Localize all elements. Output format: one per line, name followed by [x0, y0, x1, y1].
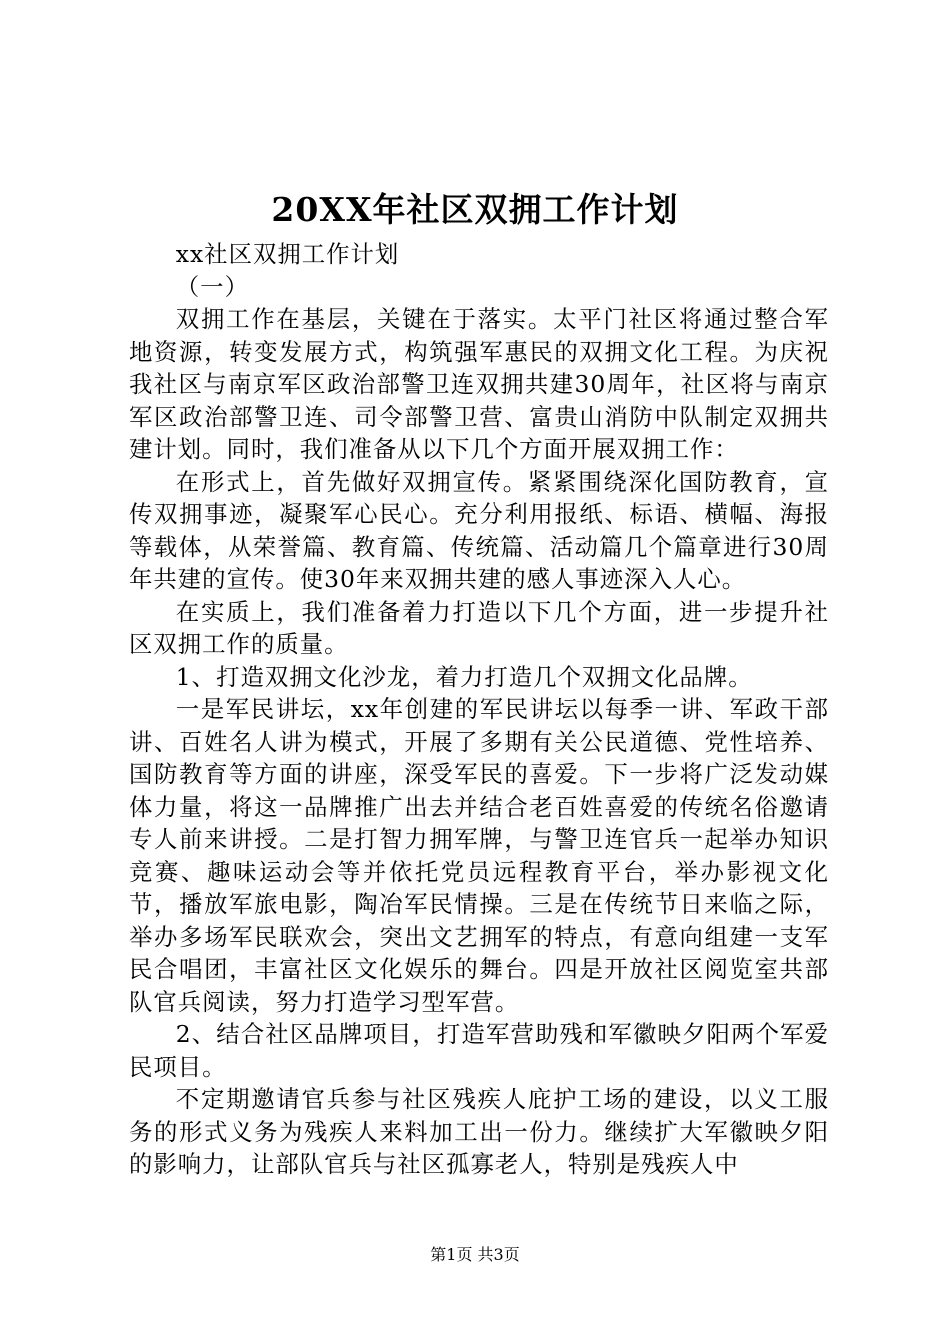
subtitle-line: xx社区双拥工作计划	[175, 240, 400, 268]
paragraph: 不定期邀请官兵参与社区残疾人庇护工场的建设，以义工服务的形式义务为残疾人来料加工出一份力。继续扩大军徽映夕阳的影响力，让部队官兵与社区孤寡老人，特别是残疾人中	[129, 1085, 829, 1178]
paragraph: 在形式上，首先做好双拥宣传。紧紧围绕深化国防教育，宣传双拥事迹，凝聚军心民心。充分利用报纸、标语、横幅、海报等载体，从荣誉篇、教育篇、传统篇、活动篇几个篇章进行30周年共建的宣传。使30年来双拥共建的感人事迹深入人心。	[129, 467, 829, 593]
list-heading: 2、结合社区品牌项目，打造军营助残和军徽映夕阳两个军爱民项目。	[129, 1020, 829, 1081]
document-body	[129, 238, 829, 1181]
list-heading: 1、打造双拥文化沙龙，着力打造几个双拥文化品牌。	[175, 662, 753, 691]
section-number: （一）	[175, 272, 249, 301]
document-title: 20XX年社区双拥工作计划	[271, 190, 679, 229]
paragraph: 一是军民讲坛，xx年创建的军民讲坛以每季一讲、军政干部讲、百姓名人讲为模式，开展了多期有关公民道德、党性培养、国防教育等方面的讲座，深受军民的喜爱。下一步将广泛发动媒体力量，将这一品牌推广出去并结合老百姓喜爱的传统名俗邀请专人前来讲授。二是打智力拥军牌，与警卫连官兵一起举办知识竞赛、趣味运动会等并依托党员远程教育平台，举办影视文化节，播放军旅电影，陶冶军民情操。三是在传统节日来临之际，举办多场军民联欢会，突出文艺拥军的特点，有意向组建一支军民合唱团，丰富社区文化娱乐的舞台。四是开放社区阅览室共部队官兵阅读，努力打造学习型军营。	[129, 695, 829, 1016]
paragraph: 双拥工作在基层，关键在于落实。太平门社区将通过整合军地资源，转变发展方式，构筑强军惠民的双拥文化工程。为庆祝我社区与南京军区政治部警卫连双拥共建30周年，社区将与南京军区政治部警卫连、司令部警卫营、富贵山消防中队制定双拥共建计划。同时，我们准备从以下几个方面开展双拥工作：	[129, 305, 829, 463]
paragraph: 在实质上，我们准备着力打造以下几个方面，进一步提升社区双拥工作的质量。	[129, 597, 829, 658]
page-footer: 第1页 共3页	[430, 1245, 520, 1264]
